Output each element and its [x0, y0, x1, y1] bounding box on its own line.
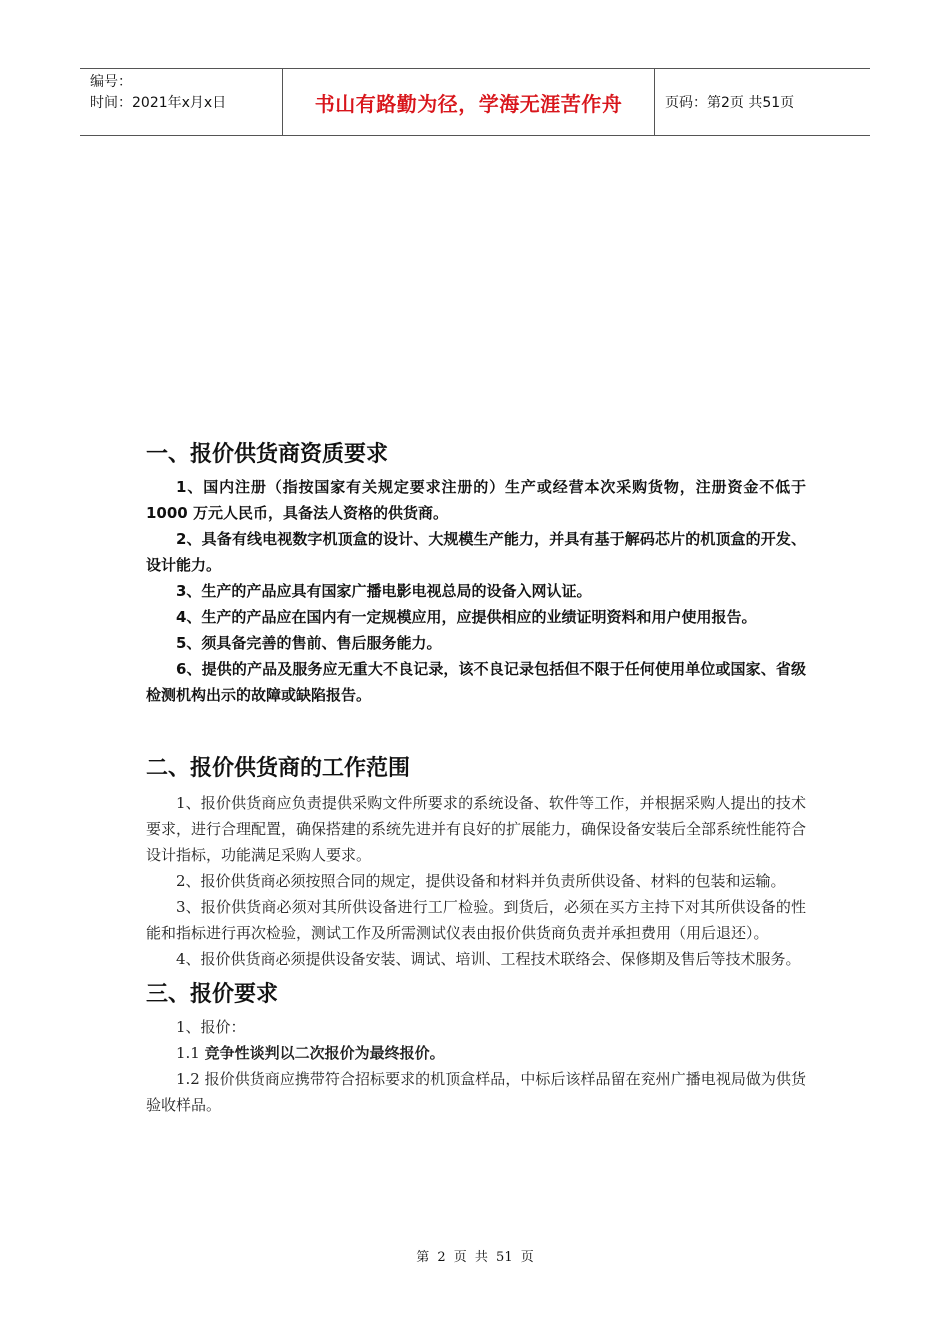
- paragraph: 6、提供的产品及服务应无重大不良记录，该不良记录包括但不限于任何使用单位或国家、省级检测机构出示的故障或缺陷报告。: [146, 660, 806, 704]
- bold-text: 竞争性谈判以二次报价为最终报价。: [204, 1044, 445, 1062]
- paragraph: 4、生产的产品应在国内有一定规模应用，应提供相应的业绩证明资料和用户使用报告。: [176, 608, 757, 626]
- paragraph: 3、生产的产品应具有国家广播电影电视总局的设备入网认证。: [176, 582, 592, 600]
- page-header: [80, 68, 870, 136]
- paragraph: 1、报价供货商应负责提供采购文件所要求的系统设备、软件等工作，并根据采购人提出的技术要求，进行合理配置，确保搭建的系统先进并有良好的扩展能力，确保设备安装后全部系统性能符合设计指标，功能满足采购人要求。: [146, 794, 807, 864]
- paragraph: 2、报价供货商必须按照合同的规定，提供设备和材料并负责所供设备、材料的包装和运输。: [176, 872, 786, 890]
- section-title-scope: 二、报价供货商的工作范围: [146, 756, 411, 781]
- paragraph: 2、具备有线电视数字机顶盒的设计、大规模生产能力，并具有基于解码芯片的机顶盒的开发、设计能力。: [146, 530, 806, 574]
- paragraph: 1、报价：: [176, 1018, 246, 1036]
- header-motto: 书山有路勤为径，学海无涯苦作舟: [282, 69, 655, 135]
- header-page-info: 页码：第2页 共51页: [665, 95, 795, 111]
- paragraph: 5、须具备完善的售前、售后服务能力。: [176, 634, 442, 652]
- paragraph: 4、报价供货商必须提供设备安装、调试、培训、工程技术联络会、保修期及售后等技术服务。: [176, 950, 801, 968]
- paragraph: 1.2 报价供货商应携带符合招标要求的机顶盒样品，中标后该样品留在兖州广播电视局做为供货验收样品。: [146, 1070, 806, 1114]
- page-footer: 第 2 页 共 51 页: [416, 1250, 534, 1265]
- section-title-qualifications: 一、报价供货商资质要求: [146, 442, 389, 467]
- paragraph: 3、报价供货商必须对其所供设备进行工厂检验。到货后，必须在买方主持下对其所供设备的性能和指标进行再次检验，测试工作及所需测试仪表由报价供货商负责并承担费用（用后退还）。: [146, 898, 806, 942]
- document-number-label: 编号：: [90, 74, 132, 90]
- item-number: 1.1: [176, 1044, 205, 1062]
- section-title-quotation: 三、报价要求: [146, 982, 279, 1007]
- section-qualifications: [146, 474, 806, 708]
- section-scope: [146, 790, 806, 972]
- paragraph: [146, 1040, 806, 1066]
- header-meta: [80, 69, 282, 135]
- section-quotation: [146, 1014, 806, 1118]
- paragraph: 1、国内注册（指按国家有关规定要求注册的）生产或经营本次采购货物，注册资金不低于 1000 万元人民币，具备法人资格的供货商。: [146, 478, 806, 522]
- document-body: [146, 440, 806, 1118]
- document-time-label: 时间：2021年x月x日: [90, 95, 227, 111]
